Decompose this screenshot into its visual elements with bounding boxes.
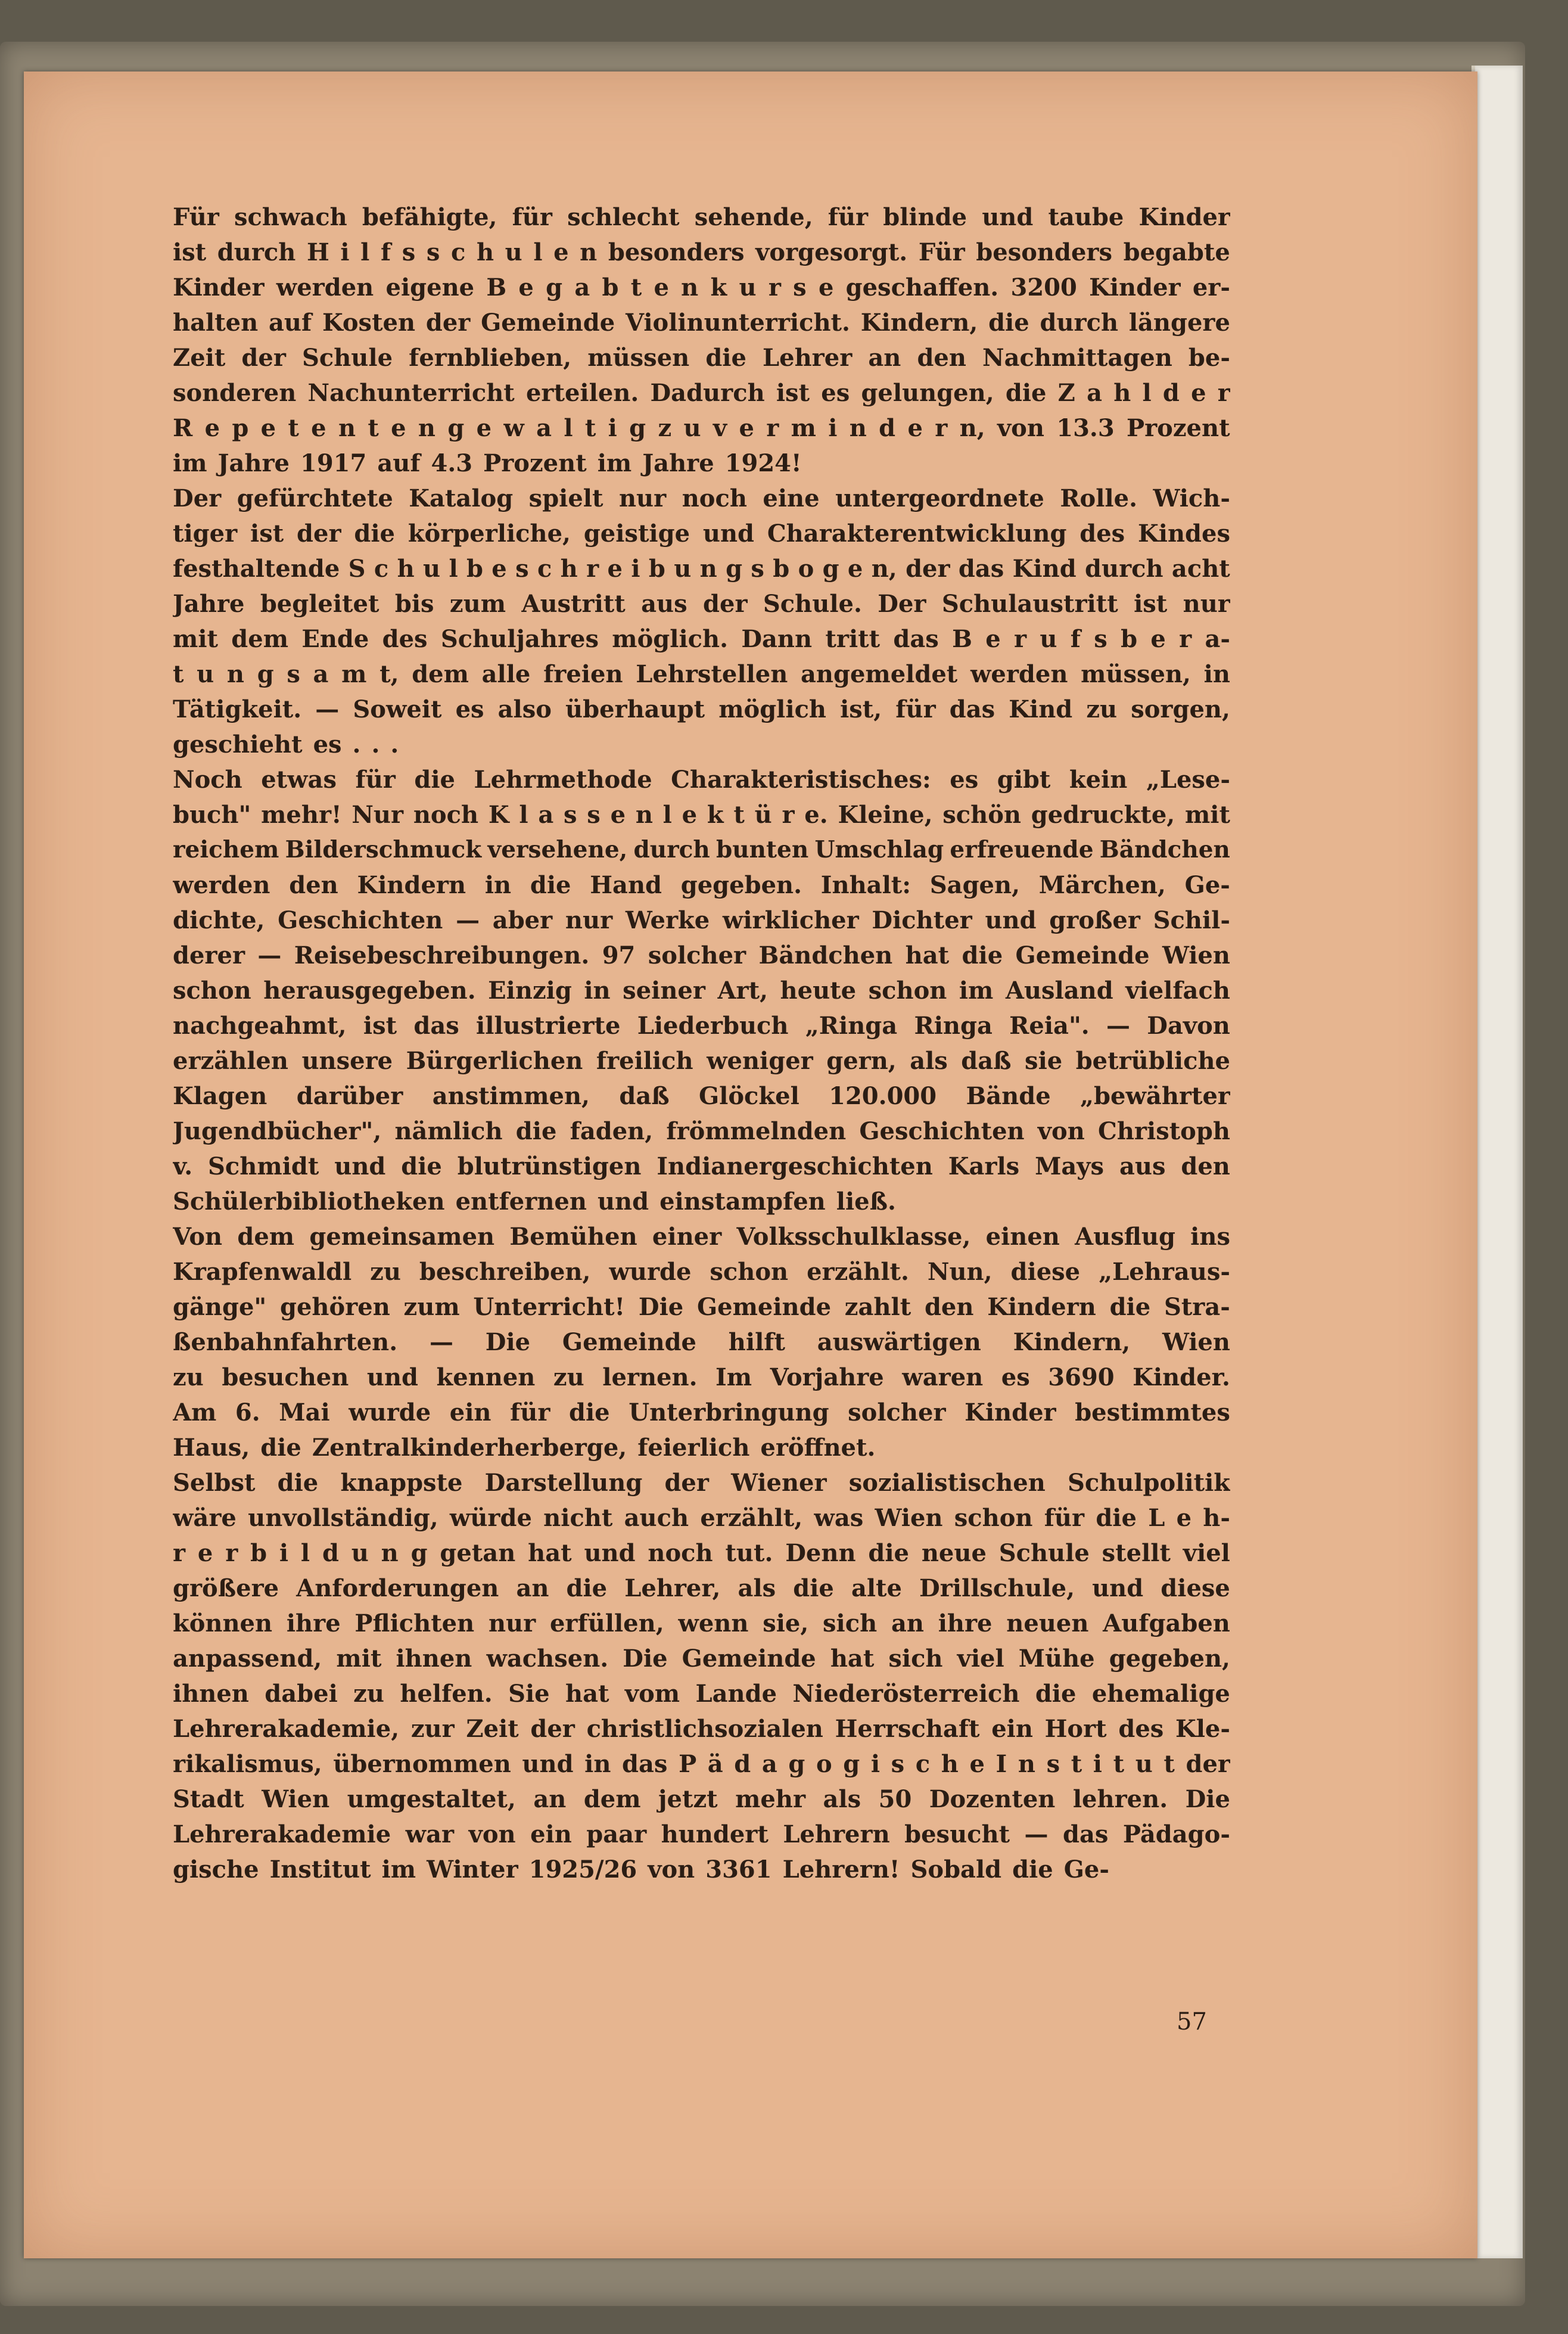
text-line: Haus, die Zentralkinderherberge, feierlich eröffnet. [173,1434,876,1462]
text-line: reichem Bilderschmuck versehene, durch bunten Umschlag erfreuende Bändchen [173,836,1230,863]
text-line: tiger ist der die körperliche, geistige und Charakterentwicklung des Kindes [173,520,1230,548]
text-line: Jahre begleitet bis zum Austritt aus der Schule. Der Schulaustritt ist nur [173,590,1230,618]
text-line: Lehrerakademie war von ein paar hundert Lehrern besucht — das Pädago- [173,1820,1230,1848]
text-line: gänge" gehören zum Unterricht! Die Gemeinde zahlt den Kindern die Stra- [173,1293,1230,1321]
text-line: Der gefürchtete Katalog spielt nur noch eine untergeordnete Rolle. Wich- [173,484,1230,512]
text-line: buch" mehr! Nur noch K l a s s e n l e k t ü r e. Kleine, schön gedruckte, mit [173,801,1230,829]
text-line: Noch etwas für die Lehrmethode Charakteristisches: es gibt kein „Lese- [173,766,1230,794]
text-line: Kinder werden eigene B e g a b t e n k u r s e geschaffen. 3200 Kinder er- [173,274,1230,302]
text-line: Für schwach befähigte, für schlecht sehende, für blinde und taube Kinder [173,203,1230,231]
text-line: sonderen Nachunterricht erteilen. Dadurch ist es gelungen, die Z a h l d e r [173,379,1230,407]
text-line: ßenbahnfahrten. — Die Gemeinde hilft auswärtigen Kindern, Wien [173,1328,1230,1356]
text-line: Krapfenwaldl zu beschreiben, wurde schon erzählt. Nun, diese „Lehraus- [173,1258,1230,1286]
text-line: Stadt Wien umgestaltet, an dem jetzt mehr als 50 Dozenten lehren. Die [173,1785,1230,1813]
text-line: nachgeahmt, ist das illustrierte Liederbuch „Ringa Ringa Reia". — Davon [173,1012,1230,1040]
text-line: r e r b i l d u n g getan hat und noch tut. Denn die neue Schule stellt viel [173,1539,1230,1567]
text-line: im Jahre 1917 auf 4.3 Prozent im Jahre 1924! [173,449,802,477]
text-line: größere Anforderungen an die Lehrer, als die alte Drillschule, und diese [173,1574,1230,1602]
text-line: Klagen darüber anstimmen, daß Glöckel 120.000 Bände „bewährter [173,1082,1230,1110]
page-number: 57 [1177,2008,1207,2035]
text-line: dichte, Geschichten — aber nur Werke wirklicher Dichter und großer Schil- [173,906,1230,934]
text-line: R e p e t e n t e n g e w a l t i g z u v e r m i n d e r n, von 13.3 Prozent [173,414,1230,442]
text-line: Selbst die knappste Darstellung der Wiener sozialistischen Schulpolitik [173,1469,1230,1497]
text-line: anpassend, mit ihnen wachsen. Die Gemeinde hat sich viel Mühe gegeben, [173,1645,1230,1673]
text-line: Zeit der Schule fernblieben, müssen die Lehrer an den Nachmittagen be- [173,344,1230,372]
text-line: Tätigkeit. — Soweit es also überhaupt möglich ist, für das Kind zu sorgen, [173,695,1230,723]
text-line: Am 6. Mai wurde ein für die Unterbringung solcher Kinder bestimmtes [173,1398,1230,1426]
text-line: gische Institut im Winter 1925/26 von 3361 Lehrern! Sobald die Ge- [173,1856,1109,1884]
text-line: derer — Reisebeschreibungen. 97 solcher Bändchen hat die Gemeinde Wien [173,941,1230,969]
text-line: mit dem Ende des Schuljahres möglich. Dann tritt das B e r u f s b e r a- [173,625,1230,653]
text-line: schon herausgegeben. Einzig in seiner Art, heute schon im Ausland vielfach [173,977,1230,1005]
text-line: geschieht es . . . [173,731,399,759]
text-line: erzählen unsere Bürgerlichen freilich weniger gern, als daß sie betrübliche [173,1047,1230,1075]
text-line: werden den Kindern in die Hand gegeben. Inhalt: Sagen, Märchen, Ge- [173,871,1230,899]
text-line: v. Schmidt und die blutrünstigen Indianergeschichten Karls Mays aus den [173,1152,1230,1180]
text-line: wäre unvollständig, würde nicht auch erzählt, was Wien schon für die L e h- [173,1504,1230,1532]
text-line: ihnen dabei zu helfen. Sie hat vom Lande Niederösterreich die ehemalige [173,1680,1230,1708]
text-line: festhaltende S c h u l b e s c h r e i b u n g s b o g e n, der das Kind durch acht [173,555,1230,583]
text-line: Schülerbibliotheken entfernen und einstampfen ließ. [173,1188,896,1216]
text-line: halten auf Kosten der Gemeinde Violinunterricht. Kindern, die durch längere [173,309,1230,337]
text-line: t u n g s a m t, dem alle freien Lehrstellen angemeldet werden müssen, in [173,660,1230,688]
text-line: Von dem gemeinsamen Bemühen einer Volksschulklasse, einen Ausflug ins [173,1223,1230,1251]
body-text [173,200,1230,1887]
text-line: ist durch H i l f s s c h u l e n besonders vorgesorgt. Für besonders begabte [173,238,1230,266]
text-line: rikalismus, übernommen und in das P ä d a g o g i s c h e I n s t i t u t der [173,1750,1230,1778]
text-line: Lehrerakademie, zur Zeit der christlichsozialen Herrschaft ein Hort des Kle- [173,1715,1230,1743]
text-line: können ihre Pflichten nur erfüllen, wenn sie, sich an ihre neuen Aufgaben [173,1609,1230,1637]
text-line: Jugendbücher", nämlich die faden, frömmelnden Geschichten von Christoph [173,1117,1230,1145]
text-line: zu besuchen und kennen zu lernen. Im Vorjahre waren es 3690 Kinder. [173,1363,1230,1391]
page-edges [1471,66,1523,2258]
